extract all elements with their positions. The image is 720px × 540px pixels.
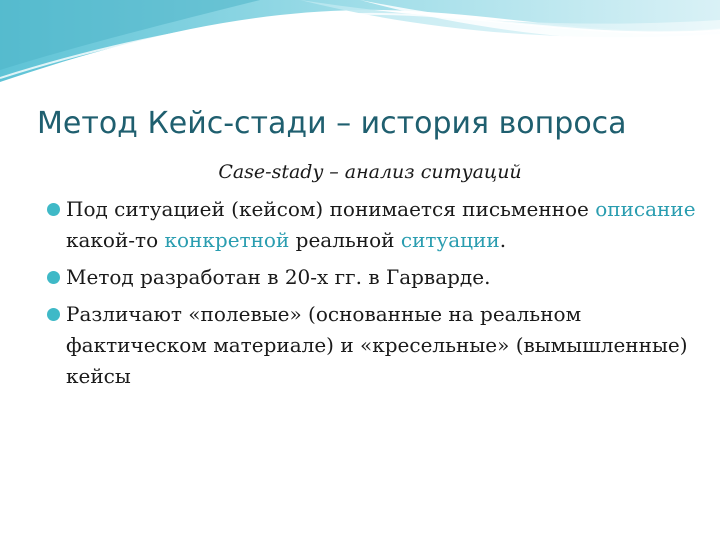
header-wave-decoration (0, 0, 720, 90)
highlighted-term: конкретной (164, 228, 290, 252)
bullet-text: Различают «полевые» (основанные на реальном фактическом материале) и «кресельные» (вымышленные) кейсы (66, 302, 688, 388)
slide-subtitle: Case-stady – анализ ситуаций (218, 161, 522, 183)
bullet-item (0, 299, 720, 392)
highlighted-term: описание (595, 197, 696, 221)
slide-title: Метод Кейс-стади – история вопроса (37, 106, 627, 141)
bullet-text: Метод разработан в 20-х гг. в Гарварде. (66, 265, 491, 289)
bullet-dot-icon (47, 271, 60, 284)
bullet-text: какой-то (66, 228, 165, 252)
highlighted-term: ситуации (400, 228, 500, 252)
bullet-text: . (499, 228, 507, 252)
bullet-list (0, 194, 720, 398)
bullet-text: Под ситуацией (кейсом) понимается письменное (66, 197, 596, 221)
bullet-item (0, 194, 720, 256)
bullet-dot-icon (47, 203, 60, 216)
bullet-dot-icon (47, 308, 60, 321)
bullet-text: реальной (289, 228, 401, 252)
bullet-item (0, 262, 720, 293)
